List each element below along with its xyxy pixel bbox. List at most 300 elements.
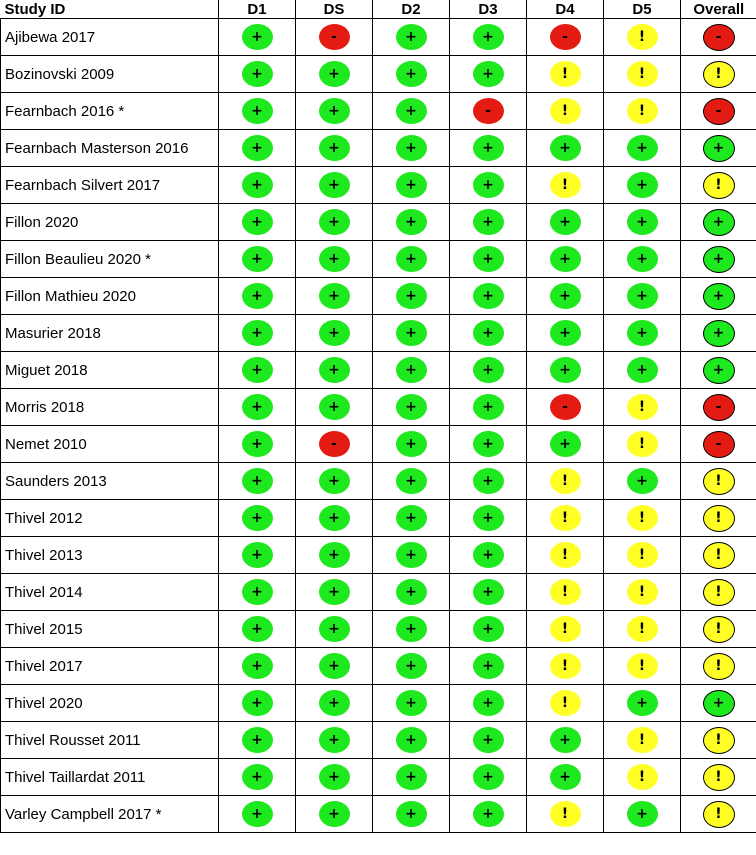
judgement-cell-d5	[604, 389, 681, 426]
table-row	[1, 241, 756, 278]
judgement-low-marker: +	[242, 616, 273, 642]
judgement-cell-overall	[681, 759, 756, 796]
judgement-some-marker: !	[627, 579, 658, 605]
study-id-cell: Fillon 2020	[1, 204, 219, 241]
study-id-cell: Ajibewa 2017	[1, 19, 219, 56]
judgement-some-marker: !	[627, 505, 658, 531]
judgement-cell-d1	[219, 722, 296, 759]
judgement-low-marker: +	[319, 542, 350, 568]
study-id-cell: Fearnbach Masterson 2016	[1, 130, 219, 167]
judgement-some-marker: !	[550, 801, 581, 827]
judgement-cell-d5	[604, 241, 681, 278]
judgement-cell-d4	[527, 278, 604, 315]
table-row	[1, 19, 756, 56]
study-id-cell: Thivel 2020	[1, 685, 219, 722]
judgement-cell-d3	[450, 352, 527, 389]
judgement-high-marker: -	[550, 24, 581, 50]
judgement-low-marker: +	[319, 616, 350, 642]
judgement-low-marker: +	[242, 801, 273, 827]
judgement-cell-ds	[296, 648, 373, 685]
study-id-cell: Saunders 2013	[1, 463, 219, 500]
judgement-some-marker: !	[627, 61, 658, 87]
judgement-low-marker: +	[242, 172, 273, 198]
judgement-cell-overall	[681, 241, 756, 278]
judgement-cell-ds	[296, 426, 373, 463]
table-row	[1, 352, 756, 389]
judgement-cell-d5	[604, 426, 681, 463]
judgement-cell-d2	[373, 463, 450, 500]
judgement-some-marker: !	[550, 468, 581, 494]
study-id-cell: Thivel Rousset 2011	[1, 722, 219, 759]
judgement-some-marker: !	[703, 579, 735, 606]
judgement-low-marker: +	[319, 357, 350, 383]
judgement-cell-d4	[527, 315, 604, 352]
judgement-low-marker: +	[396, 24, 427, 50]
judgement-low-marker: +	[627, 801, 658, 827]
header-row	[1, 0, 756, 19]
judgement-cell-d5	[604, 167, 681, 204]
judgement-low-marker: +	[473, 394, 504, 420]
judgement-low-marker: +	[396, 468, 427, 494]
judgement-low-marker: +	[550, 727, 581, 753]
judgement-cell-d4	[527, 500, 604, 537]
judgement-some-marker: !	[703, 542, 735, 569]
judgement-cell-d2	[373, 389, 450, 426]
judgement-cell-d1	[219, 574, 296, 611]
judgement-cell-overall	[681, 463, 756, 500]
judgement-cell-d4	[527, 759, 604, 796]
judgement-low-marker: +	[473, 468, 504, 494]
judgement-low-marker: +	[396, 579, 427, 605]
judgement-cell-ds	[296, 204, 373, 241]
judgement-cell-d2	[373, 574, 450, 611]
judgement-cell-d2	[373, 352, 450, 389]
judgement-low-marker: +	[473, 690, 504, 716]
judgement-low-marker: +	[473, 542, 504, 568]
judgement-cell-ds	[296, 463, 373, 500]
judgement-low-marker: +	[473, 505, 504, 531]
judgement-low-marker: +	[473, 283, 504, 309]
judgement-cell-d4	[527, 796, 604, 833]
judgement-cell-overall	[681, 722, 756, 759]
judgement-cell-d1	[219, 796, 296, 833]
judgement-cell-d1	[219, 167, 296, 204]
judgement-low-marker: +	[396, 801, 427, 827]
judgement-low-marker: +	[319, 505, 350, 531]
judgement-low-marker: +	[473, 172, 504, 198]
judgement-low-marker: +	[550, 209, 581, 235]
judgement-some-marker: !	[550, 542, 581, 568]
judgement-cell-ds	[296, 759, 373, 796]
table-row	[1, 611, 756, 648]
judgement-some-marker: !	[550, 98, 581, 124]
judgement-low-marker: +	[242, 764, 273, 790]
judgement-cell-d3	[450, 537, 527, 574]
study-id-cell: Fearnbach Silvert 2017	[1, 167, 219, 204]
judgement-low-marker: +	[319, 172, 350, 198]
judgement-cell-ds	[296, 500, 373, 537]
judgement-low-marker: +	[473, 24, 504, 50]
judgement-cell-d5	[604, 204, 681, 241]
judgement-cell-d5	[604, 722, 681, 759]
judgement-cell-d4	[527, 722, 604, 759]
judgement-cell-d5	[604, 796, 681, 833]
table-row	[1, 130, 756, 167]
column-header-d3: D3	[450, 0, 527, 19]
judgement-low-marker: +	[319, 209, 350, 235]
judgement-low-marker: +	[319, 320, 350, 346]
judgement-low-marker: +	[242, 690, 273, 716]
judgement-cell-d5	[604, 463, 681, 500]
judgement-cell-d1	[219, 685, 296, 722]
judgement-cell-d5	[604, 500, 681, 537]
judgement-cell-overall	[681, 796, 756, 833]
judgement-low-marker: +	[242, 394, 273, 420]
judgement-cell-overall	[681, 130, 756, 167]
judgement-cell-d4	[527, 167, 604, 204]
study-id-cell: Miguet 2018	[1, 352, 219, 389]
judgement-cell-d5	[604, 93, 681, 130]
judgement-low-marker: +	[242, 61, 273, 87]
table-row	[1, 426, 756, 463]
judgement-high-marker: -	[703, 98, 735, 125]
judgement-low-marker: +	[627, 690, 658, 716]
judgement-cell-overall	[681, 611, 756, 648]
judgement-cell-d2	[373, 537, 450, 574]
judgement-low-marker: +	[319, 727, 350, 753]
judgement-cell-d5	[604, 352, 681, 389]
judgement-some-marker: !	[627, 431, 658, 457]
judgement-low-marker: +	[242, 505, 273, 531]
judgement-low-marker: +	[319, 653, 350, 679]
judgement-some-marker: !	[703, 61, 735, 88]
judgement-low-marker: +	[319, 135, 350, 161]
judgement-cell-d1	[219, 56, 296, 93]
judgement-low-marker: +	[319, 579, 350, 605]
column-header-d4: D4	[527, 0, 604, 19]
judgement-cell-d5	[604, 648, 681, 685]
judgement-cell-d4	[527, 426, 604, 463]
judgement-low-marker: +	[319, 61, 350, 87]
judgement-cell-d5	[604, 315, 681, 352]
judgement-low-marker: +	[473, 801, 504, 827]
judgement-some-marker: !	[550, 616, 581, 642]
study-id-cell: Thivel 2017	[1, 648, 219, 685]
judgement-low-marker: +	[550, 135, 581, 161]
table-row	[1, 204, 756, 241]
judgement-some-marker: !	[550, 690, 581, 716]
judgement-cell-d2	[373, 56, 450, 93]
judgement-low-marker: +	[396, 61, 427, 87]
judgement-cell-d2	[373, 722, 450, 759]
column-header-d1: D1	[219, 0, 296, 19]
judgement-cell-overall	[681, 685, 756, 722]
judgement-low-marker: +	[627, 172, 658, 198]
judgement-cell-d2	[373, 130, 450, 167]
judgement-cell-ds	[296, 315, 373, 352]
judgement-low-marker: +	[396, 653, 427, 679]
judgement-cell-d1	[219, 648, 296, 685]
judgement-low-marker: +	[473, 727, 504, 753]
judgement-low-marker: +	[396, 357, 427, 383]
judgement-low-marker: +	[396, 431, 427, 457]
judgement-cell-d4	[527, 130, 604, 167]
judgement-low-marker: +	[550, 283, 581, 309]
judgement-high-marker: -	[550, 394, 581, 420]
judgement-cell-d2	[373, 19, 450, 56]
judgement-cell-d4	[527, 648, 604, 685]
judgement-cell-d4	[527, 241, 604, 278]
study-id-cell: Fearnbach 2016 *	[1, 93, 219, 130]
judgement-some-marker: !	[627, 764, 658, 790]
judgement-cell-d1	[219, 500, 296, 537]
judgement-cell-d3	[450, 796, 527, 833]
judgement-some-marker: !	[550, 579, 581, 605]
column-header-overall: Overall	[681, 0, 756, 19]
judgement-low-marker: +	[396, 505, 427, 531]
judgement-cell-d3	[450, 500, 527, 537]
table-row	[1, 389, 756, 426]
judgement-cell-d2	[373, 759, 450, 796]
judgement-cell-d2	[373, 93, 450, 130]
judgement-low-marker: +	[703, 209, 735, 236]
judgement-some-marker: !	[627, 616, 658, 642]
judgement-low-marker: +	[550, 246, 581, 272]
judgement-cell-d2	[373, 167, 450, 204]
judgement-low-marker: +	[396, 98, 427, 124]
judgement-low-marker: +	[396, 690, 427, 716]
judgement-low-marker: +	[473, 764, 504, 790]
judgement-cell-d1	[219, 463, 296, 500]
judgement-cell-d3	[450, 648, 527, 685]
study-id-cell: Nemet 2010	[1, 426, 219, 463]
judgement-cell-d3	[450, 685, 527, 722]
judgement-low-marker: +	[473, 616, 504, 642]
table-row	[1, 500, 756, 537]
judgement-low-marker: +	[703, 357, 735, 384]
judgement-low-marker: +	[627, 209, 658, 235]
judgement-some-marker: !	[703, 505, 735, 532]
judgement-cell-overall	[681, 648, 756, 685]
judgement-low-marker: +	[627, 468, 658, 494]
judgement-cell-ds	[296, 796, 373, 833]
column-header-d5: D5	[604, 0, 681, 19]
judgement-low-marker: +	[627, 283, 658, 309]
judgement-cell-d2	[373, 426, 450, 463]
judgement-low-marker: +	[319, 283, 350, 309]
judgement-cell-ds	[296, 93, 373, 130]
judgement-low-marker: +	[627, 135, 658, 161]
judgement-cell-d1	[219, 352, 296, 389]
judgement-cell-d2	[373, 204, 450, 241]
study-id-cell: Thivel 2013	[1, 537, 219, 574]
judgement-cell-ds	[296, 56, 373, 93]
judgement-low-marker: +	[473, 135, 504, 161]
judgement-some-marker: !	[627, 98, 658, 124]
table-row	[1, 759, 756, 796]
judgement-low-marker: +	[703, 283, 735, 310]
judgement-some-marker: !	[703, 468, 735, 495]
table-row	[1, 463, 756, 500]
judgement-low-marker: +	[242, 246, 273, 272]
judgement-high-marker: -	[473, 98, 504, 124]
judgement-cell-ds	[296, 19, 373, 56]
judgement-low-marker: +	[473, 653, 504, 679]
judgement-cell-d3	[450, 315, 527, 352]
judgement-low-marker: +	[396, 320, 427, 346]
judgement-low-marker: +	[473, 61, 504, 87]
judgement-cell-d4	[527, 56, 604, 93]
table-row	[1, 574, 756, 611]
judgement-cell-d3	[450, 389, 527, 426]
table-row	[1, 722, 756, 759]
judgement-low-marker: +	[242, 209, 273, 235]
judgement-cell-ds	[296, 167, 373, 204]
judgement-low-marker: +	[473, 431, 504, 457]
judgement-low-marker: +	[550, 764, 581, 790]
judgement-cell-overall	[681, 574, 756, 611]
judgement-cell-d4	[527, 93, 604, 130]
judgement-low-marker: +	[396, 616, 427, 642]
judgement-cell-d1	[219, 204, 296, 241]
judgement-cell-d3	[450, 167, 527, 204]
judgement-cell-d4	[527, 204, 604, 241]
judgement-low-marker: +	[396, 135, 427, 161]
judgement-cell-d4	[527, 463, 604, 500]
study-id-cell: Thivel Taillardat 2011	[1, 759, 219, 796]
study-id-cell: Fillon Beaulieu 2020 *	[1, 241, 219, 278]
judgement-low-marker: +	[319, 764, 350, 790]
judgement-low-marker: +	[396, 727, 427, 753]
judgement-low-marker: +	[242, 320, 273, 346]
judgement-cell-overall	[681, 315, 756, 352]
judgement-cell-d2	[373, 278, 450, 315]
judgement-cell-d1	[219, 19, 296, 56]
judgement-cell-overall	[681, 19, 756, 56]
judgement-low-marker: +	[473, 320, 504, 346]
judgement-cell-d3	[450, 241, 527, 278]
judgement-cell-overall	[681, 389, 756, 426]
judgement-cell-d3	[450, 93, 527, 130]
judgement-cell-d3	[450, 19, 527, 56]
judgement-some-marker: !	[627, 542, 658, 568]
judgement-low-marker: +	[242, 653, 273, 679]
judgement-cell-d1	[219, 426, 296, 463]
judgement-some-marker: !	[703, 801, 735, 828]
judgement-low-marker: +	[319, 690, 350, 716]
table-row	[1, 167, 756, 204]
judgement-low-marker: +	[242, 98, 273, 124]
judgement-cell-overall	[681, 56, 756, 93]
judgement-low-marker: +	[242, 727, 273, 753]
judgement-low-marker: +	[703, 135, 735, 162]
study-id-cell: Thivel 2012	[1, 500, 219, 537]
judgement-cell-ds	[296, 389, 373, 426]
judgement-some-marker: !	[627, 24, 658, 50]
column-header-study-id: Study ID	[1, 0, 219, 19]
judgement-some-marker: !	[703, 616, 735, 643]
judgement-low-marker: +	[319, 801, 350, 827]
judgement-cell-d5	[604, 19, 681, 56]
judgement-cell-overall	[681, 204, 756, 241]
judgement-cell-d2	[373, 241, 450, 278]
judgement-cell-overall	[681, 278, 756, 315]
judgement-cell-ds	[296, 537, 373, 574]
judgement-cell-d4	[527, 574, 604, 611]
judgement-high-marker: -	[703, 394, 735, 421]
column-header-d2: D2	[373, 0, 450, 19]
judgement-cell-d4	[527, 537, 604, 574]
judgement-cell-d2	[373, 315, 450, 352]
judgement-some-marker: !	[703, 653, 735, 680]
judgement-some-marker: !	[550, 61, 581, 87]
judgement-cell-ds	[296, 611, 373, 648]
study-id-cell: Thivel 2015	[1, 611, 219, 648]
judgement-low-marker: +	[473, 579, 504, 605]
judgement-low-marker: +	[396, 209, 427, 235]
judgement-cell-d3	[450, 130, 527, 167]
judgement-cell-d3	[450, 56, 527, 93]
judgement-low-marker: +	[396, 394, 427, 420]
judgement-low-marker: +	[396, 246, 427, 272]
judgement-high-marker: -	[703, 431, 735, 458]
judgement-cell-d2	[373, 648, 450, 685]
judgement-low-marker: +	[319, 246, 350, 272]
judgement-low-marker: +	[242, 542, 273, 568]
judgement-low-marker: +	[550, 431, 581, 457]
judgement-cell-d5	[604, 537, 681, 574]
table-row	[1, 648, 756, 685]
judgement-low-marker: +	[627, 246, 658, 272]
judgement-cell-d3	[450, 611, 527, 648]
judgement-some-marker: !	[703, 172, 735, 199]
judgement-cell-ds	[296, 130, 373, 167]
judgement-cell-d5	[604, 759, 681, 796]
judgement-low-marker: +	[396, 542, 427, 568]
judgement-cell-d3	[450, 463, 527, 500]
judgement-cell-d1	[219, 278, 296, 315]
judgement-cell-d4	[527, 19, 604, 56]
judgement-cell-d2	[373, 611, 450, 648]
judgement-some-marker: !	[627, 727, 658, 753]
judgement-cell-overall	[681, 352, 756, 389]
table-row	[1, 278, 756, 315]
judgement-cell-ds	[296, 352, 373, 389]
judgement-low-marker: +	[396, 764, 427, 790]
judgement-cell-d5	[604, 611, 681, 648]
judgement-low-marker: +	[550, 357, 581, 383]
judgement-cell-d3	[450, 722, 527, 759]
judgement-low-marker: +	[627, 320, 658, 346]
judgement-cell-ds	[296, 574, 373, 611]
judgement-cell-ds	[296, 278, 373, 315]
study-id-cell: Morris 2018	[1, 389, 219, 426]
judgement-low-marker: +	[242, 468, 273, 494]
judgement-cell-d3	[450, 204, 527, 241]
judgement-cell-d3	[450, 759, 527, 796]
judgement-cell-d1	[219, 759, 296, 796]
judgement-low-marker: +	[242, 579, 273, 605]
study-id-cell: Bozinovski 2009	[1, 56, 219, 93]
study-id-cell: Masurier 2018	[1, 315, 219, 352]
judgement-low-marker: +	[319, 468, 350, 494]
judgement-cell-d1	[219, 611, 296, 648]
judgement-low-marker: +	[242, 357, 273, 383]
table-row	[1, 796, 756, 833]
judgement-some-marker: !	[703, 764, 735, 791]
table-row	[1, 315, 756, 352]
judgement-cell-overall	[681, 426, 756, 463]
